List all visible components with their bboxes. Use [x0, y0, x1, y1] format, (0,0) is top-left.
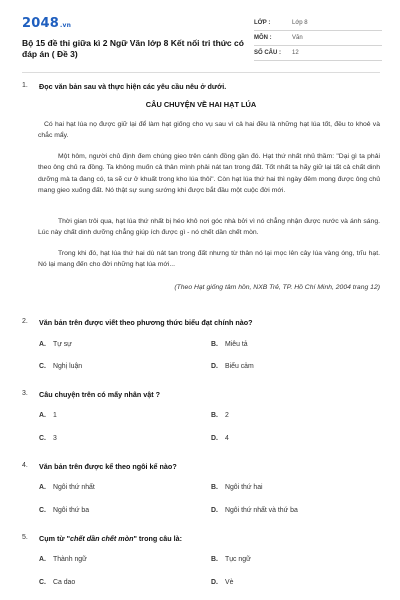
- story-paragraph: Thời gian trôi qua, hạt lúa thứ nhất bị héo khô nơi góc nhà bởi vì nó chẳng nhận được nước và ánh sáng. Lúc này chất dinh dưỡng chẳng giúp ích được gì - nó chết dần chết mòn.: [38, 218, 380, 237]
- option-b[interactable]: B. Tục ngữ: [211, 556, 251, 563]
- page-header: [22, 14, 382, 64]
- option-a[interactable]: A. Tự sự: [39, 341, 72, 348]
- option-a[interactable]: A. 1: [39, 412, 57, 419]
- logo-text: 2048: [22, 16, 59, 31]
- option-d[interactable]: D. Ngôi thứ nhất và thứ ba: [211, 507, 298, 514]
- header-divider: [22, 72, 380, 73]
- option-b[interactable]: B. 2: [211, 412, 229, 419]
- meta-label: MÔN :: [254, 35, 272, 41]
- story-paragraph: Trong khi đó, hạt lúa thứ hai dù nát tan trong đất nhưng từ thân nó lại mọc lên cây lúa vàng óng, trĩu hạt. Nó lại mang đến cho đời những hạt lúa mới...: [38, 250, 380, 269]
- question-number: 4.: [22, 462, 28, 469]
- question-text: Văn bản trên được kể theo ngôi kể nào?: [39, 462, 177, 471]
- meta-value: 12: [292, 50, 299, 56]
- option-b[interactable]: B. Miêu tả: [211, 341, 248, 348]
- option-c[interactable]: C. Ca dao: [39, 579, 76, 586]
- story-title: CÂU CHUYỆN VỀ HAI HẠT LÚA: [145, 100, 257, 109]
- question-text: Đọc văn bản sau và thực hiện các yêu cầu nêu ở dưới.: [39, 82, 227, 91]
- document-title: Bộ 15 đề thi giữa kì 2 Ngữ Văn lớp 8 Kết nối tri thức có đáp án ( Đề 3): [22, 38, 244, 59]
- highlighted-phrase: chết dần chết mòn: [69, 534, 134, 543]
- logo-suffix: .vn: [59, 22, 72, 29]
- meta-label: SỐ CÂU :: [254, 50, 281, 56]
- source-citation: (Theo Hạt giống tâm hồn, NXB Trẻ, TP. Hồ Chí Minh, 2004 trang 12): [174, 284, 380, 291]
- option-a[interactable]: A. Thành ngữ: [39, 556, 87, 563]
- story-paragraph: Có hai hạt lúa nọ được giữ lại để làm hạt giống cho vụ sau vì cả hai đều là những hạt lúa tốt, đều to khoẻ và chắc mẩy.: [38, 121, 380, 140]
- meta-row-grade: [254, 16, 382, 31]
- question-text: Cụm từ "chết dần chết mòn" trong câu là:: [39, 534, 183, 543]
- question-number: 5.: [22, 534, 28, 541]
- meta-value: Văn: [292, 35, 303, 41]
- option-d[interactable]: D. Biểu cảm: [211, 363, 254, 370]
- meta-value: Lớp 8: [292, 20, 308, 26]
- question-number: 1.: [22, 82, 28, 89]
- option-a[interactable]: A. Ngôi thứ nhất: [39, 484, 95, 491]
- option-d[interactable]: D. Vè: [211, 579, 234, 586]
- question-number: 3.: [22, 390, 28, 397]
- question-number: 2.: [22, 318, 28, 325]
- site-logo[interactable]: [22, 16, 71, 31]
- meta-label: LỚP :: [254, 20, 271, 26]
- story-paragraph: Một hôm, người chủ định đem chúng gieo trên cánh đồng gần đó. Hạt thứ nhất nhủ thầm: "Dại gì ta phải theo ông chủ ra đồng. Ta không muốn cả thân mình phải nát tan trong đất. Tốt nhất ta hãy giữ lại tất cả chất dinh dưỡng mà ta đang có, ta sẽ cư ở khuất trong kho lúa thôi". Còn hạt lúa thứ hai thì ngày đêm mong được ông chủ mang gieo xuống đất. Nó thật sự sung sướng khi được bắt đầu một cuộc đời mới.: [38, 153, 380, 194]
- question-text: Văn bản trên được viết theo phương thức biểu đạt chính nào?: [39, 318, 253, 327]
- option-d[interactable]: D. 4: [211, 435, 229, 442]
- meta-table: [254, 16, 382, 61]
- option-c[interactable]: C. Ngôi thứ ba: [39, 507, 90, 514]
- option-b[interactable]: B. Ngôi thứ hai: [211, 484, 263, 491]
- meta-row-subject: [254, 31, 382, 46]
- option-c[interactable]: C. 3: [39, 435, 57, 442]
- question-text: Câu chuyện trên có mấy nhân vật ?: [39, 390, 161, 399]
- option-c[interactable]: C. Nghị luận: [39, 363, 83, 370]
- meta-row-count: [254, 46, 382, 61]
